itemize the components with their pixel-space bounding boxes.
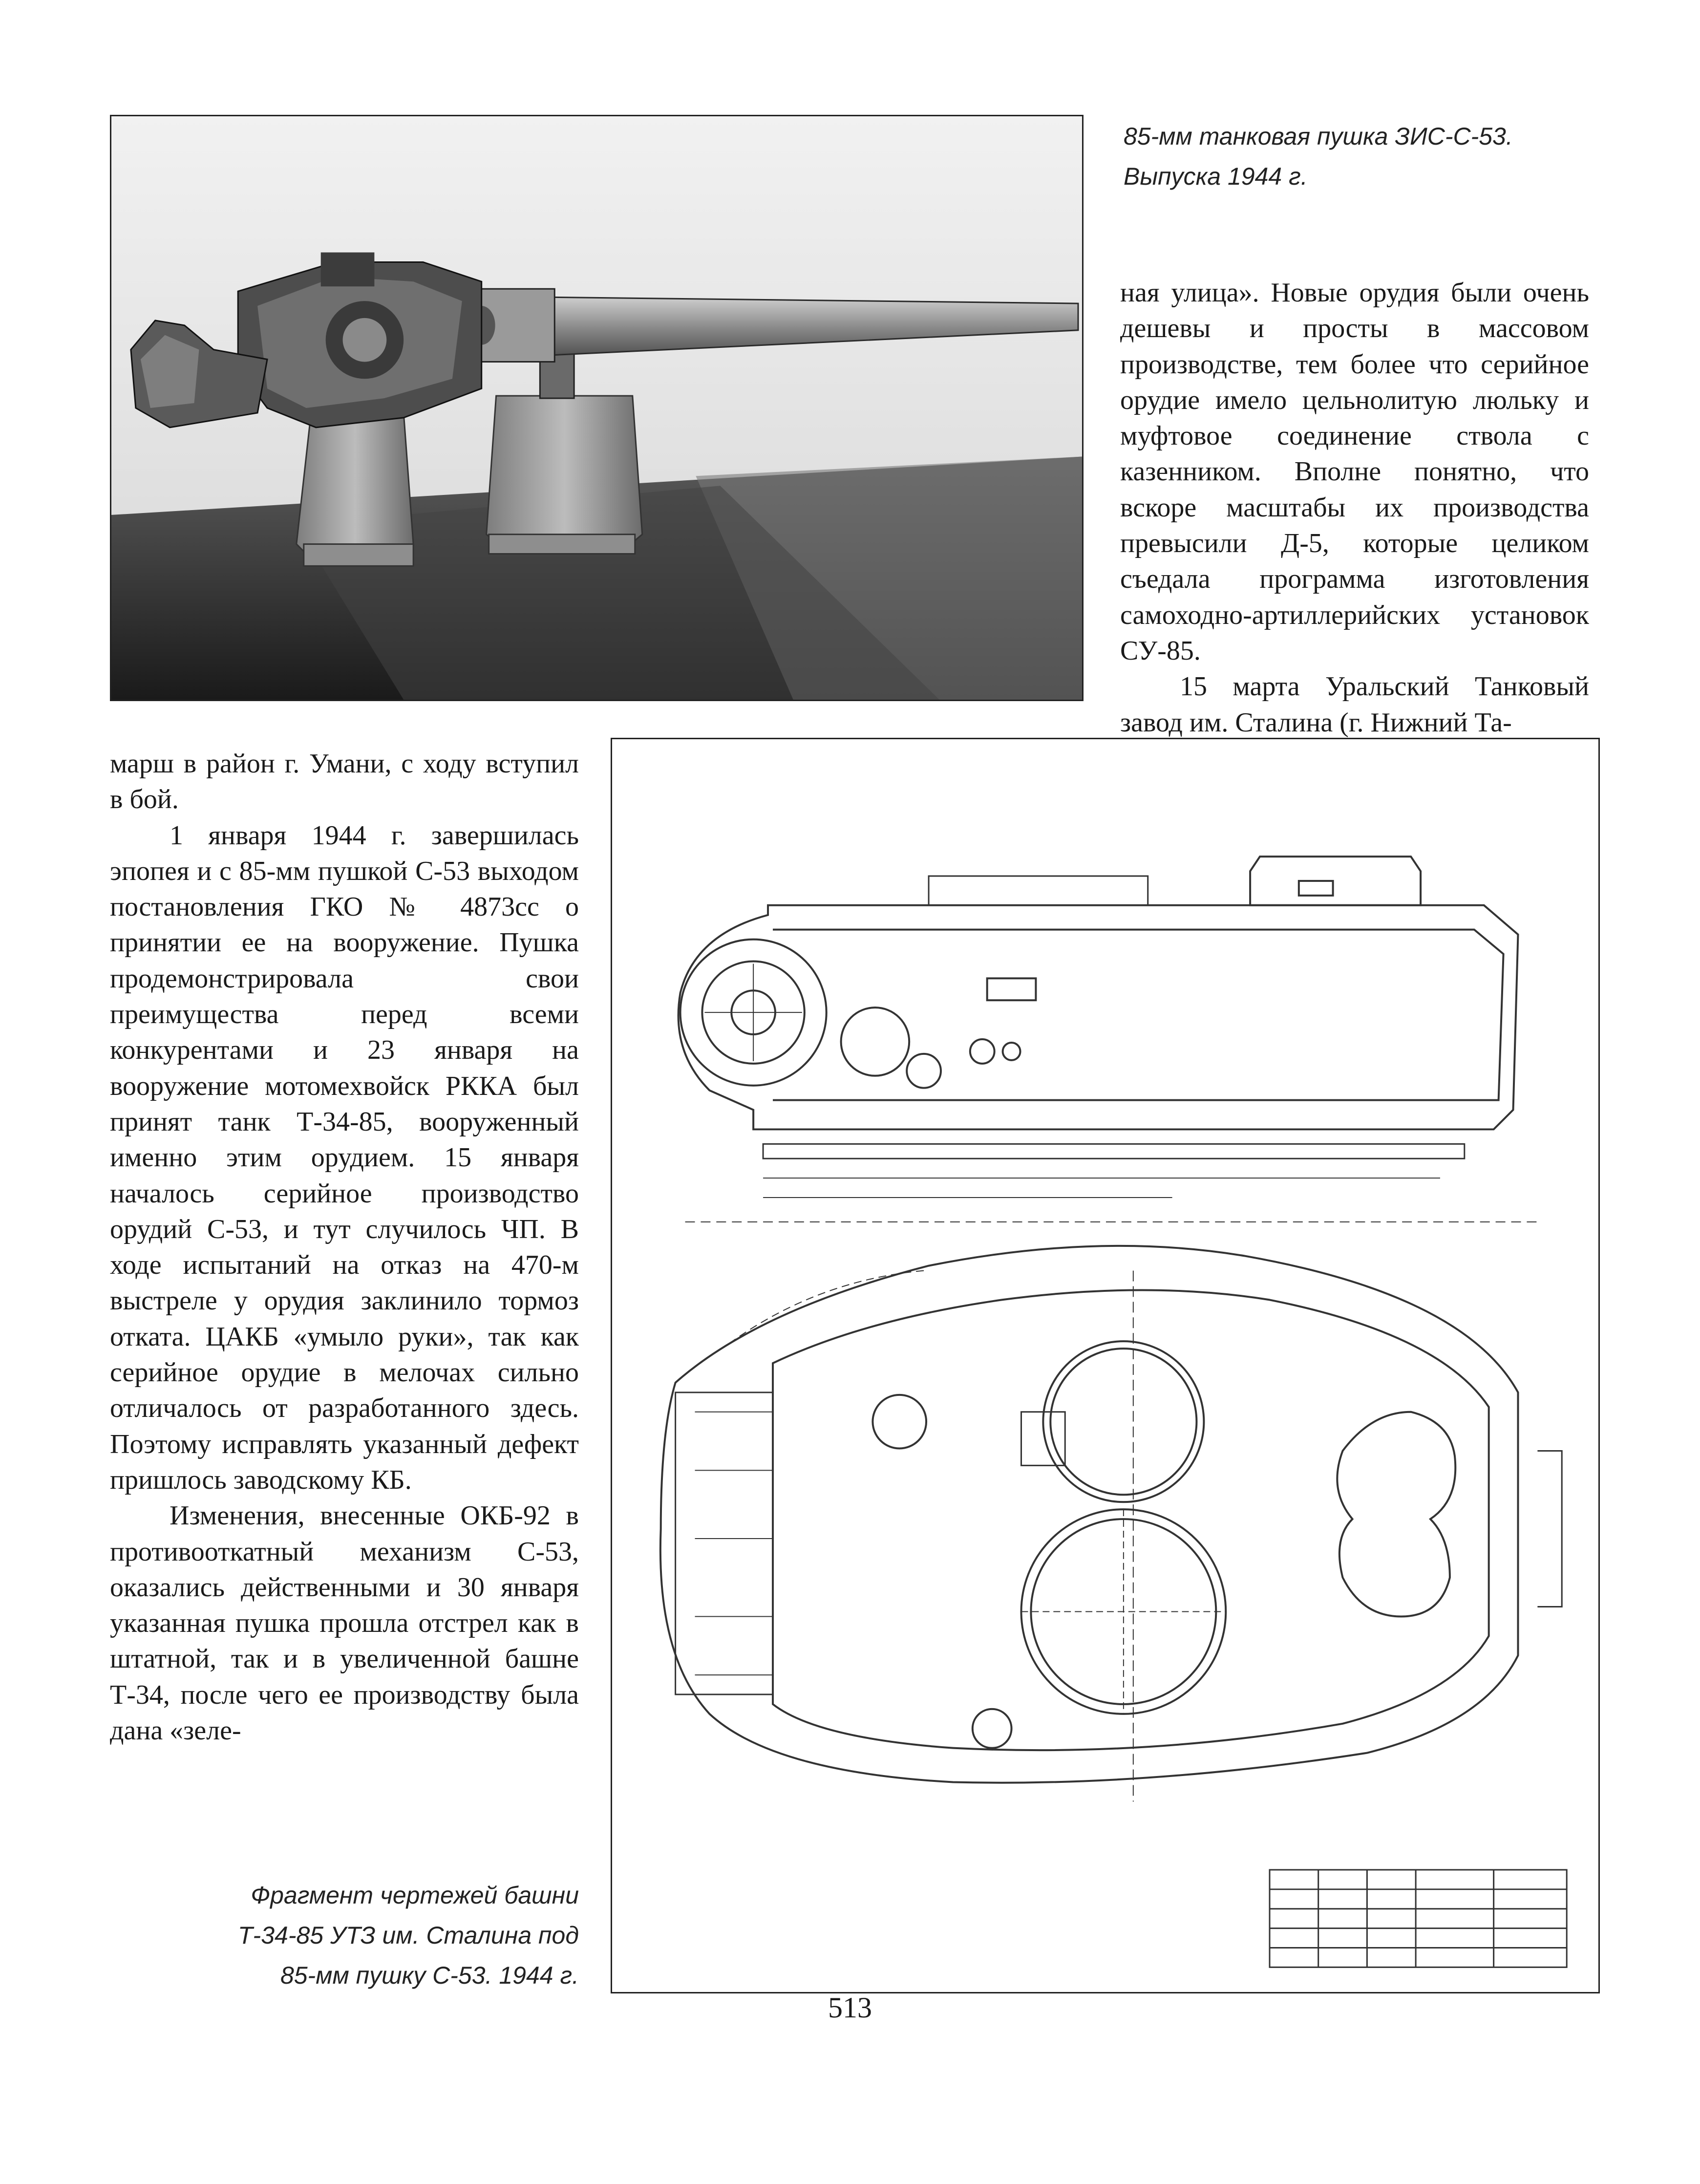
paragraph: 1 января 1944 г. завершилась эпопея и с 85-мм пушкой С-53 выходом постановления ГКО № 4873сс о принятии ее на вооружение. Пушка продемонстрировала свои преимущества перед всеми конкурентами и 23 января на вооружение мотомехвойск РККА был принят танк Т-34-85, вооруженный именно этим орудием. 15 января началось серийное производство орудий С-53, и тут случилось ЧП. В ходе испытаний на отказ на 470-м выстреле у орудия заклинило тормоз отката. ЦАКБ «умыло руки», так как серийное орудие в мелочах сильно отличалось от разработанного здесь. Поэтому исправлять указанный дефект пришлось заводскому КБ. bbox=[110, 820, 579, 1495]
drawing-caption bbox=[147, 1875, 579, 1995]
page-number: 513 bbox=[828, 1991, 872, 2024]
gun-photo bbox=[110, 115, 1084, 701]
right-text-column bbox=[1120, 275, 1589, 741]
turret-drawing bbox=[611, 738, 1600, 1993]
drawing-caption-line-2: Т-34-85 УТЗ им. Сталина под bbox=[238, 1922, 579, 1949]
turret-top-view bbox=[660, 1246, 1562, 1801]
drawing-title-block bbox=[1270, 1870, 1567, 1967]
turret-side-view bbox=[679, 856, 1538, 1222]
photo-caption-line-2: Выпуска 1944 г. bbox=[1124, 163, 1308, 190]
paragraph: 15 марта Уральский Танковый завод им. Сталина (г. Нижний Та- bbox=[1120, 671, 1589, 738]
drawing-caption-line-1: Фрагмент чертежей башни bbox=[251, 1882, 579, 1909]
paragraph: Изменения, внесенные ОКБ-92 в противооткатный механизм С-53, оказались действенными и 30 января указанная пушка прошла отстрел как в штатной, так и в увеличенной башне Т-34, после чего ее производству была дана «зеле- bbox=[110, 1500, 579, 1746]
photo-caption bbox=[1124, 116, 1612, 196]
paragraph: ная улица». Новые орудия были очень дешевы и просты в массовом производстве, тем более что серийное орудие имело цельнолитую люльку и муфтовое соединение ствола с казенником. Вполне понятно, что вскоре масштабы их производства превысили Д-5, которые целиком съедала программа изготовления самоходно-артиллерийских установок СУ-85. bbox=[1120, 278, 1589, 666]
drawing-caption-line-3: 85-мм пушку С-53. 1944 г. bbox=[280, 1962, 579, 1989]
photo-caption-line-1: 85-мм танковая пушка ЗИС-С-53. bbox=[1124, 123, 1513, 150]
paragraph: марш в район г. Умани, с ходу вступил в бой. bbox=[110, 749, 579, 815]
left-text-column bbox=[110, 746, 579, 1749]
